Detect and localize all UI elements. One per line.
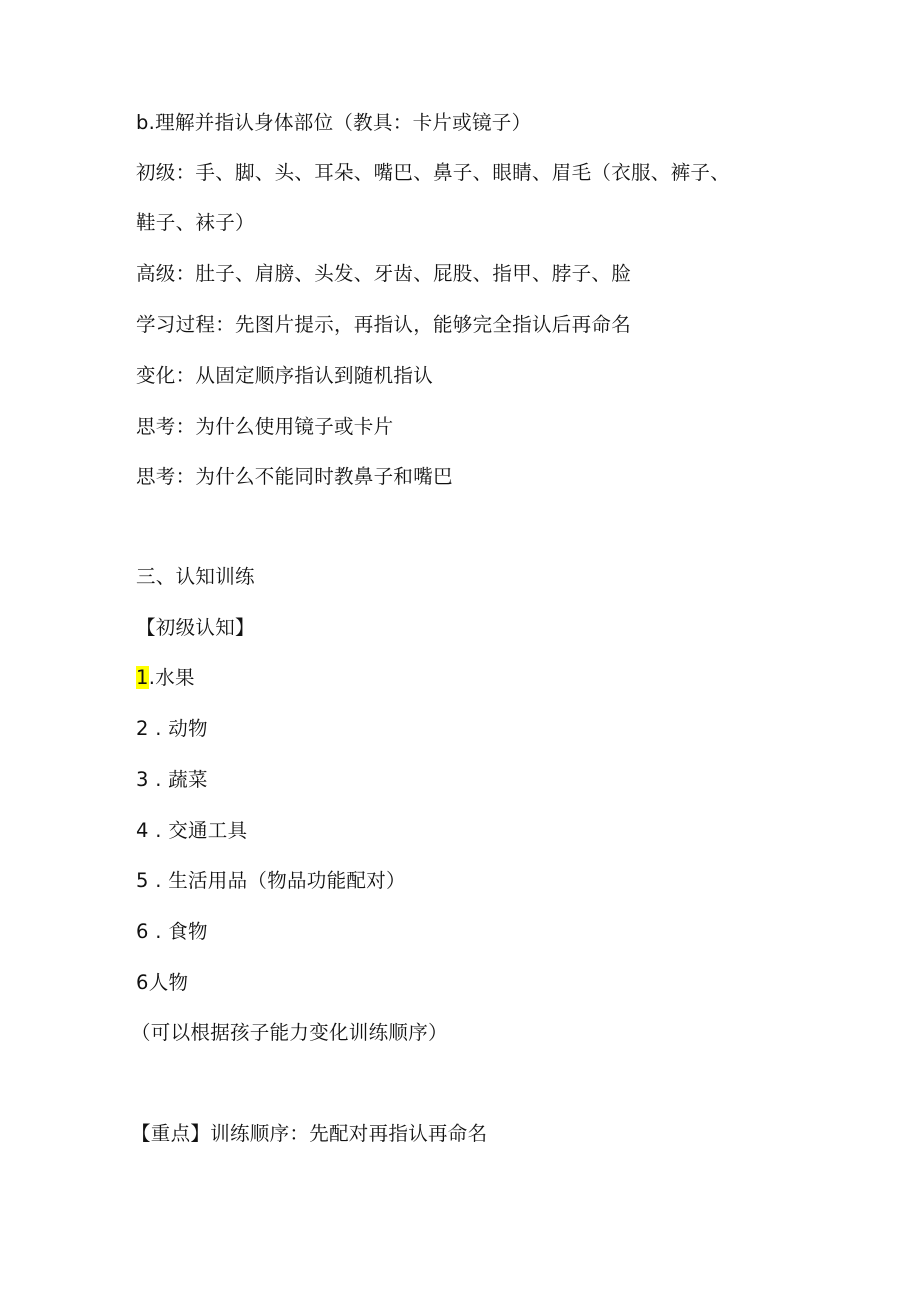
variation-note: 变化：从固定顺序指认到随机指认 <box>136 364 434 387</box>
order-note: （可以根据孩子能力变化训练顺序） <box>131 1021 448 1044</box>
list-item: 4 . 交通工具 <box>136 819 248 842</box>
learning-process: 学习过程：先图片提示，再指认，能够完全指认后再命名 <box>136 313 632 336</box>
key-point-note: 【重点】训练顺序：先配对再指认再命名 <box>131 1122 488 1145</box>
list-item: 3 . 蔬菜 <box>136 768 208 791</box>
list-item-label: .水果 <box>148 666 195 689</box>
highlighted-number: 1 <box>136 666 149 689</box>
list-item: 6 . 食物 <box>136 920 208 943</box>
beginner-body-parts-continued: 鞋子、袜子） <box>136 211 255 234</box>
list-item: 2 . 动物 <box>136 717 208 740</box>
reflection-question-2: 思考：为什么不能同时教鼻子和嘴巴 <box>136 465 453 488</box>
section-title-cognitive-training: 三、认知训练 <box>136 565 255 588</box>
beginner-body-parts: 初级：手、脚、头、耳朵、嘴巴、鼻子、眼睛、眉毛（衣服、裤子、 <box>136 161 731 184</box>
reflection-question-1: 思考：为什么使用镜子或卡片 <box>136 415 394 438</box>
subsection-beginner-cognition: 【初级认知】 <box>136 616 255 639</box>
body-parts-heading: b.理解并指认身体部位（教具：卡片或镜子） <box>136 111 532 134</box>
list-item: 6人物 <box>136 971 189 994</box>
list-item <box>136 665 195 691</box>
advanced-body-parts: 高级：肚子、肩膀、头发、牙齿、屁股、指甲、脖子、脸 <box>136 262 632 285</box>
list-item: 5 . 生活用品（物品功能配对） <box>136 869 406 892</box>
